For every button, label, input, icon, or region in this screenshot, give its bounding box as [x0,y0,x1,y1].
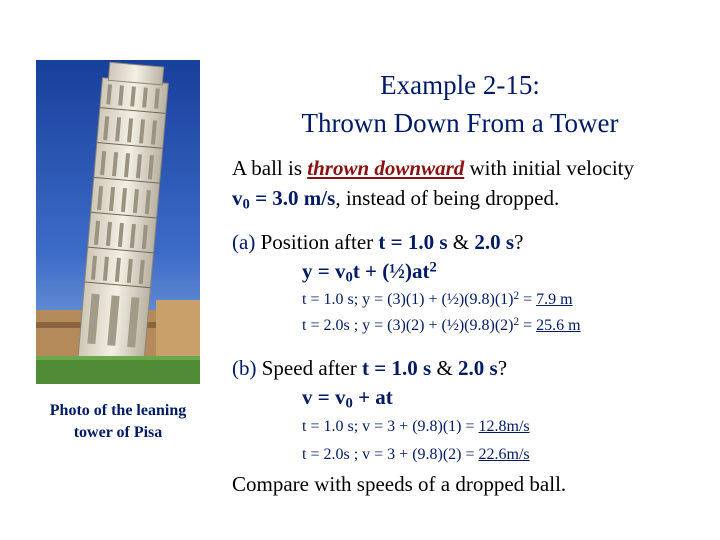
part-a-formula-subscript: 0 [345,269,353,286]
intro-text-2: with initial velocity [464,156,634,180]
part-b-time-1: t = 1.0 s [362,356,432,380]
part-a-formula-mid: t + (½)at [352,259,430,283]
intro-emphasis: thrown downward [307,156,465,180]
part-b-formula-rhs: + at [352,385,393,409]
part-a-label: (a) [232,230,256,254]
part-a-calc-2-result: 25.6 m [536,317,581,334]
part-b-formula-lhs: v = v [302,385,346,409]
initial-velocity [232,186,336,213]
initial-velocity-symbol: v [232,186,243,210]
slide-title [250,66,670,142]
part-a-calc-2-eq: = [519,317,537,334]
initial-velocity-subscript: 0 [242,196,250,213]
intro-text-1: A ball is [232,156,308,180]
part-b-calc-2-result: 22.6m/s [478,446,530,463]
part-a-calc-2-sup: 2 [513,315,520,328]
part-a-calc-2-text: t = 2.0s ; y = (3)(2) + (½)(9.8)(2) [302,317,514,334]
part-a-calc-line-1 [302,291,573,309]
part-b-calc-line-2 [302,446,530,464]
slide-title-line-1: Example 2-15: [380,70,540,100]
part-b-calc-1-text: t = 1.0 s; v = 3 + (9.8)(1) = [302,418,479,435]
intro-line-2 [232,186,559,214]
part-a-calc-1-result: 7.9 m [536,291,573,308]
part-b-formula [302,385,393,413]
slide-title-line-2: Thrown Down From a Tower [301,108,619,138]
part-a-calc-line-2 [302,317,581,335]
photo-caption-line-2: tower of Pisa [73,424,163,441]
part-a-time-1: t = 1.0 s [378,230,448,254]
part-a-formula-superscript: 2 [429,259,437,276]
part-a-formula-lhs: y = v [302,259,346,283]
part-a-time-2: 2.0 s [474,230,515,254]
part-b-calc-2-text: t = 2.0s ; v = 3 + (9.8)(2) = [302,446,479,463]
part-b-question-text: Speed after [256,356,363,380]
intro-text-3: , instead of being dropped. [335,186,560,210]
part-b-formula-subscript: 0 [345,395,353,412]
leaning-tower-photo [36,60,200,384]
part-b-and: & [431,356,459,380]
part-b-calc-line-1 [302,418,530,436]
part-a-and: & [447,230,475,254]
initial-velocity-value: = 3.0 m/s [249,186,336,210]
part-b-label: (b) [232,356,257,380]
part-a-calc-1-eq: = [519,291,537,308]
photo-caption-line-1: Photo of the leaning [49,402,187,419]
photo-caption [20,400,216,444]
part-a-formula [302,259,437,287]
part-b-question-end: ? [497,356,508,380]
part-a-calc-1-sup: 2 [513,289,520,302]
part-a-question [232,230,523,255]
part-b-time-2: 2.0 s [458,356,498,380]
part-a-calc-1-text: t = 1.0 s; y = (3)(1) + (½)(9.8)(1) [302,291,514,308]
intro-line-1 [232,156,634,181]
part-a-question-end: ? [514,230,524,254]
part-a-question-text: Position after [255,230,379,254]
part-b-question [232,356,507,381]
closing-text: Compare with speeds of a dropped ball. [232,472,567,496]
part-b-calc-1-result: 12.8m/s [478,418,530,435]
